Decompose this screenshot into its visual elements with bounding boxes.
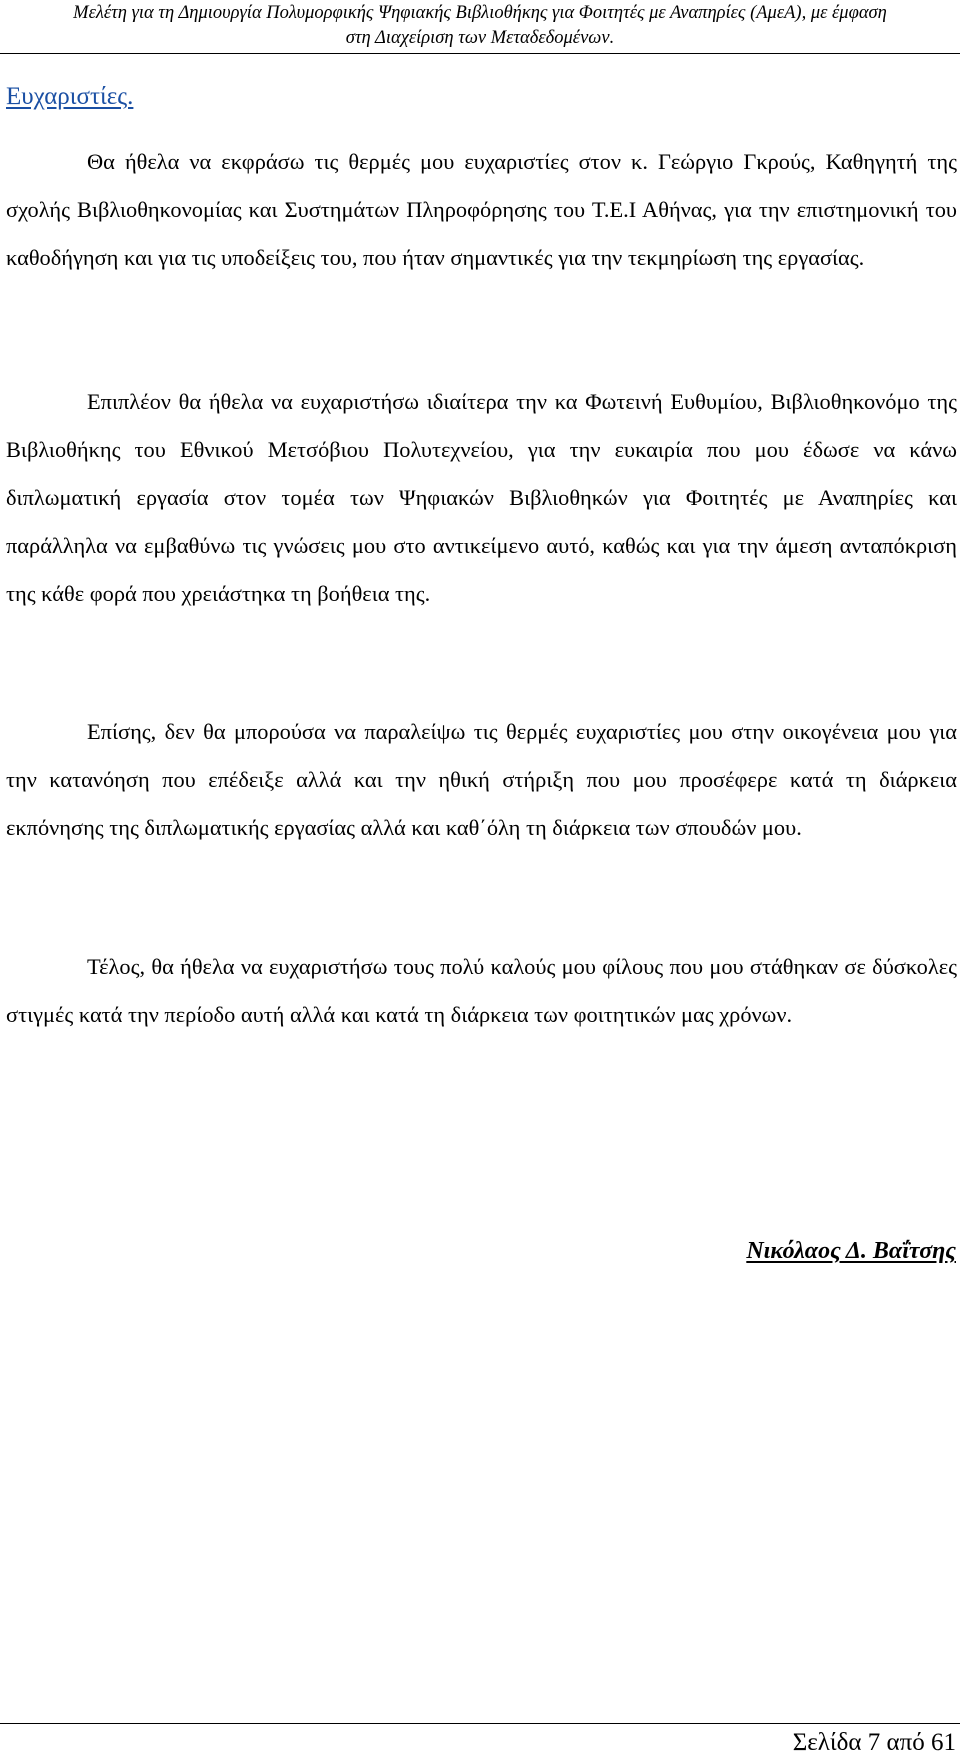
signature: Νικόλαος Δ. Βαΐτσης bbox=[746, 1238, 956, 1264]
paragraph-3: Επίσης, δεν θα μπορούσα να παραλείψω τις θερμές ευχαριστίες μου στην οικογένεια μου για την κατανόηση που επέδειξε αλλά και την ηθική στήριξη που μου προσέφερε κατά τη διάρκεια εκπόνησης της διπλωματικής εργασίας αλλά και καθ΄όλη τη διάρκεια των σπουδών μου. bbox=[6, 719, 957, 840]
running-header-line-1: Μελέτη για τη Δημιουργία Πολυμορφικής Ψηφιακής Βιβλιοθήκης για Φοιτητές με Αναπηρίες (ΑμεΑ), με έμφαση bbox=[73, 3, 887, 23]
running-header-line-2: στη Διαχείριση των Μεταδεδομένων. bbox=[345, 28, 615, 48]
section-title: Ευχαριστίες. bbox=[6, 83, 134, 110]
paragraph-4: Τέλος, θα ήθελα να ευχαριστήσω τους πολύ καλούς μου φίλους που μου στάθηκαν σε δύσκολες στιγμές κατά την περίοδο αυτή αλλά και κατά τη διάρκεια των φοιτητικών μας χρόνων. bbox=[6, 954, 957, 1027]
paragraph-1: Θα ήθελα να εκφράσω τις θερμές μου ευχαριστίες στον κ. Γεώργιο Γκρούς, Καθηγητή της σχολής Βιβλιοθηκονομίας και Συστημάτων Πληροφόρησης του Τ.Ε.Ι Αθήνας, για την επιστημονική του καθοδήγηση και για τις υποδείξεις του, που ήταν σημαντικές για την τεκμηρίωση της εργασίας. bbox=[6, 149, 957, 270]
footer-divider bbox=[0, 1723, 960, 1724]
page-number: Σελίδα 7 από 61 bbox=[792, 1729, 956, 1756]
paragraph-2: Επιπλέον θα ήθελα να ευχαριστήσω ιδιαίτερα την κα Φωτεινή Ευθυμίου, Βιβλιοθηκονόμο της Βιβλιοθήκης του Εθνικού Μετσόβιου Πολυτεχνείου, για την ευκαιρία που μου έδωσε να κάνω διπλωματική εργασία στον τομέα των Ψηφιακών Βιβλιοθηκών για Φοιτητές με Αναπηρίες και παράλληλα να εμβαθύνω τις γνώσεις μου στο αντικείμενο αυτό, καθώς και για την άμεση ανταπόκριση της κάθε φορά που χρειάστηκα τη βοήθεια της. bbox=[6, 389, 957, 606]
running-header bbox=[0, 0, 960, 54]
